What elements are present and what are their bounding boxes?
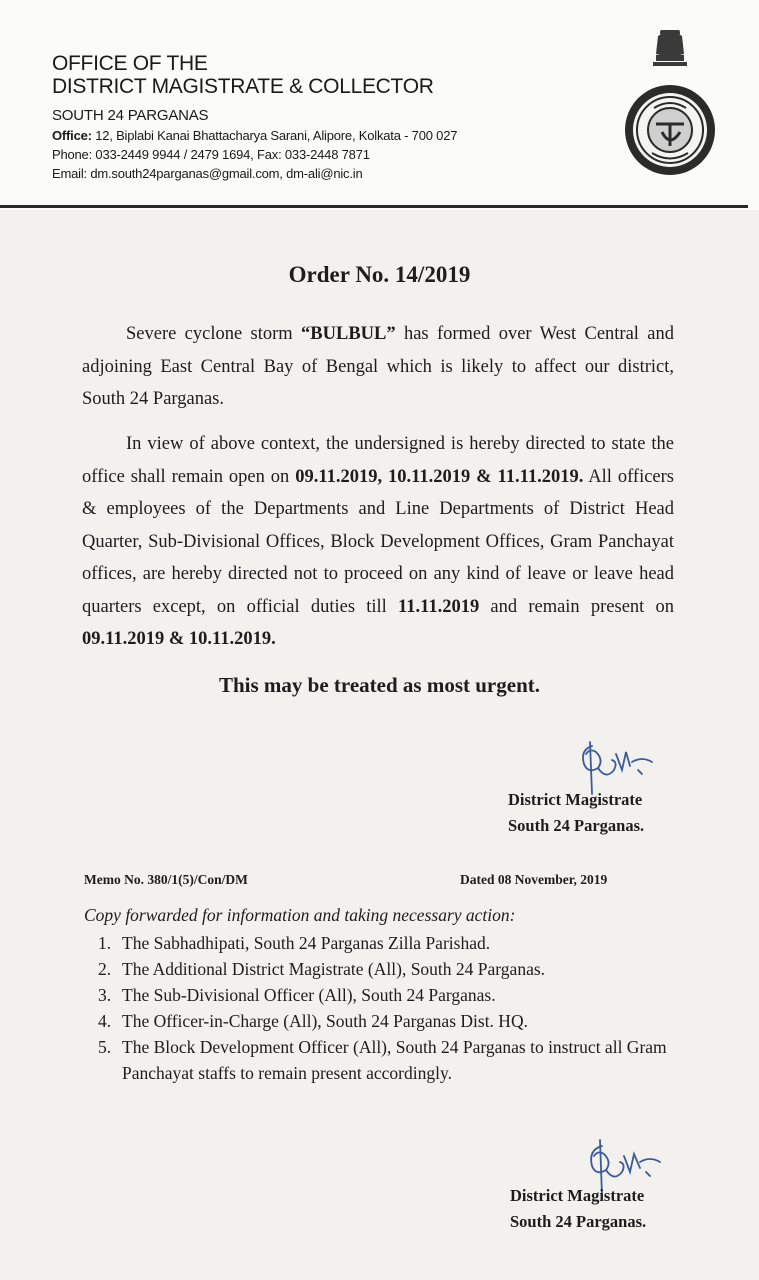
signatory-1-title: District Magistrate: [508, 790, 643, 809]
list-item-number: 2.: [98, 959, 112, 979]
list-item-text: The Block Development Officer (All), South 24 Parganas to instruct all Gram Panchayat staffs to remain present accordingly.: [122, 1037, 667, 1083]
office-title-line1: OFFICE OF THE: [52, 52, 208, 75]
recipient-list: [98, 930, 688, 1086]
order-paragraph-1: [82, 318, 674, 416]
para2-text-a: In view of above context, the undersigned is hereby directed to state the office shall remain open on: [82, 434, 674, 487]
order-title: Order No. 14/2019: [288, 262, 471, 287]
till-date: 11.11.2019: [398, 596, 480, 617]
office-address: [52, 126, 457, 145]
district-name: SOUTH 24 PARGANAS: [52, 107, 209, 124]
para2-text-b: All officers & employees of the Departments and Line Departments of District Head Quarter, Sub-Divisional Offices, Block Development Offices, Gram Panchayat offices, are hereby directed not to proceed on any kind of leave or leave head quarters except, on official duties till: [82, 466, 675, 617]
signatory-block-1: [508, 787, 644, 839]
memo-number: Memo No. 380/1(5)/Con/DM: [84, 872, 248, 887]
signatory-block-2: [510, 1183, 646, 1235]
office-block: [52, 52, 457, 183]
office-address-text: 12, Biplabi Kanai Bhattacharya Sarani, Alipore, Kolkata - 700 027: [91, 128, 458, 143]
list-item-number: 5.: [98, 1037, 112, 1057]
list-item-text: The Officer-in-Charge (All), South 24 Parganas Dist. HQ.: [122, 1011, 528, 1031]
list-item-text: The Additional District Magistrate (All), South 24 Parganas.: [122, 959, 546, 979]
list-item-text: The Sabhadhipati, South 24 Parganas Zilla Parishad.: [122, 933, 491, 953]
copy-forwarded-heading: Copy forwarded for information and taking necessary action:: [84, 905, 516, 925]
phone-line: Phone: 033-2449 9944 / 2479 1694, Fax: 033-2448 7871: [52, 147, 370, 162]
office-title-line2: DISTRICT MAGISTRATE & COLLECTOR: [52, 75, 434, 98]
list-item-text: The Sub-Divisional Officer (All), South 24 Parganas.: [122, 985, 496, 1005]
list-item: [98, 982, 688, 1008]
para1-text-b: has formed over West Central and adjoining East Central Bay of Bengal which is likely to affect our district, South 24 Parganas.: [82, 324, 674, 409]
signatory-2-title: District Magistrate: [510, 1186, 645, 1205]
list-item-number: 1.: [98, 933, 112, 953]
email-line: Email: dm.south24parganas@gmail.com, dm-ali@nic.in: [52, 166, 363, 181]
para2-text-c: and remain present on: [479, 596, 675, 617]
open-dates: 09.11.2019, 10.11.2019 & 11.11.2019.: [295, 466, 584, 487]
list-item: [98, 1008, 688, 1034]
list-item-number: 4.: [98, 1011, 112, 1031]
header-divider: [0, 205, 748, 208]
order-paragraph-2: [82, 428, 674, 656]
list-item-number: 3.: [98, 985, 112, 1005]
present-dates: 09.11.2019 & 10.11.2019.: [82, 629, 276, 649]
government-emblem-icon: [620, 28, 720, 198]
urgent-note: This may be treated as most urgent.: [218, 673, 540, 697]
signatory-2-district: South 24 Parganas.: [510, 1212, 647, 1231]
memo-date: Dated 08 November, 2019: [460, 872, 608, 887]
para1-text-a: Severe cyclone storm: [126, 324, 302, 344]
list-item: [98, 956, 688, 982]
signatory-1-district: South 24 Parganas.: [508, 816, 645, 835]
office-label: Office:: [52, 128, 92, 143]
list-item: [98, 930, 688, 956]
list-item: [98, 1034, 688, 1086]
letterhead: [0, 0, 759, 210]
cyclone-name: “BULBUL”: [301, 324, 396, 344]
